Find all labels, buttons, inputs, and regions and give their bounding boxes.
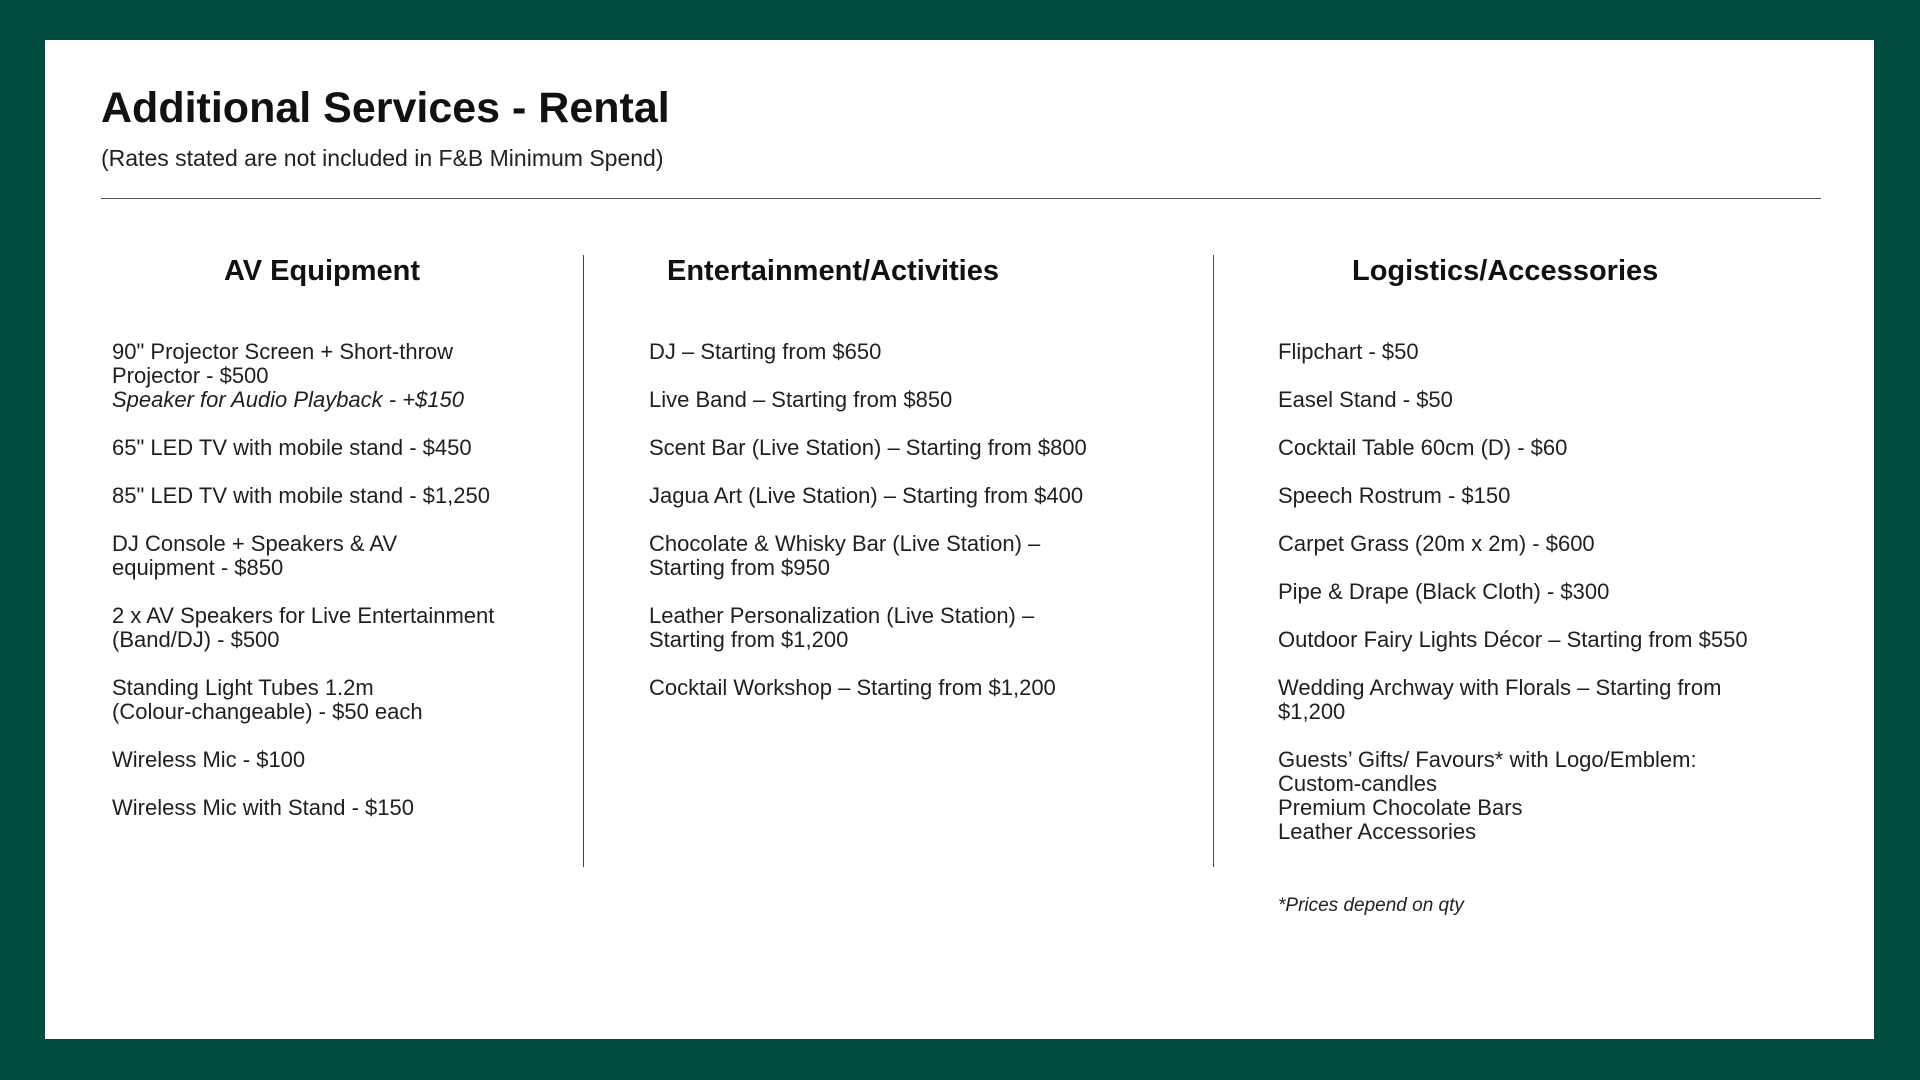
item-line: (Colour-changeable) - $50 each xyxy=(112,699,423,724)
list-item xyxy=(1278,580,1838,604)
item-line: $1,200 xyxy=(1278,699,1346,724)
item-line: Wireless Mic with Stand - $150 xyxy=(112,795,414,820)
list-item xyxy=(649,484,1189,508)
list-item xyxy=(112,604,532,652)
item-line: DJ Console + Speakers & AV xyxy=(112,531,398,556)
list-item xyxy=(649,604,1189,652)
list-item xyxy=(112,676,532,724)
item-line: Easel Stand - $50 xyxy=(1278,387,1453,412)
service-list xyxy=(112,340,532,820)
column-divider xyxy=(583,255,584,867)
service-list xyxy=(1278,340,1838,844)
list-item xyxy=(1278,628,1838,652)
item-line: Chocolate & Whisky Bar (Live Station) – xyxy=(649,531,1041,556)
column-heading: AV Equipment xyxy=(223,255,421,287)
list-item xyxy=(1278,436,1838,460)
list-item xyxy=(1278,484,1838,508)
item-line: Projector - $500 xyxy=(112,363,269,388)
item-line: Standing Light Tubes 1.2m xyxy=(112,675,374,700)
list-item xyxy=(649,532,1189,580)
item-line: 85" LED TV with mobile stand - $1,250 xyxy=(112,483,490,508)
column-heading: Logistics/Accessories xyxy=(1352,255,1659,287)
item-line: 90" Projector Screen + Short-throw xyxy=(112,339,454,364)
item-line: (Band/DJ) - $500 xyxy=(112,627,280,652)
column-heading: Entertainment/Activities xyxy=(667,255,999,287)
item-line: Starting from $1,200 xyxy=(649,627,849,652)
list-item xyxy=(112,796,532,820)
list-item xyxy=(112,748,532,772)
page-subtitle: (Rates stated are not included in F&B Minimum Spend) xyxy=(101,145,664,171)
footnote: *Prices depend on qty xyxy=(1278,895,1464,916)
list-item xyxy=(649,676,1189,700)
item-line: equipment - $850 xyxy=(112,555,284,580)
item-line: Flipchart - $50 xyxy=(1278,339,1419,364)
item-line: Starting from $950 xyxy=(649,555,830,580)
list-item xyxy=(649,388,1189,412)
item-line: 65" LED TV with mobile stand - $450 xyxy=(112,435,472,460)
column-entertainment-activities xyxy=(649,255,1189,724)
list-item xyxy=(1278,388,1838,412)
column-av-equipment xyxy=(112,255,532,844)
item-line: Cocktail Workshop – Starting from $1,200 xyxy=(649,675,1056,700)
item-line: Premium Chocolate Bars xyxy=(1278,795,1523,820)
list-item xyxy=(1278,676,1838,724)
item-line: Live Band – Starting from $850 xyxy=(649,387,953,412)
item-line: Outdoor Fairy Lights Décor – Starting from $550 xyxy=(1278,627,1748,652)
column-logistics-accessories xyxy=(1278,255,1838,868)
list-item xyxy=(112,484,532,508)
column-divider xyxy=(1213,255,1214,867)
item-line: DJ – Starting from $650 xyxy=(649,339,882,364)
item-addon-line: Speaker for Audio Playback - +$150 xyxy=(112,387,465,412)
item-line: Leather Accessories xyxy=(1278,819,1477,844)
list-item xyxy=(112,532,532,580)
item-line: Speech Rostrum - $150 xyxy=(1278,483,1511,508)
item-line: Carpet Grass (20m x 2m) - $600 xyxy=(1278,531,1595,556)
item-line: 2 x AV Speakers for Live Entertainment xyxy=(112,603,495,628)
page-title: Additional Services - Rental xyxy=(101,84,670,132)
item-line: Leather Personalization (Live Station) – xyxy=(649,603,1035,628)
item-line: Pipe & Drape (Black Cloth) - $300 xyxy=(1278,579,1610,604)
item-line: Custom-candles xyxy=(1278,771,1437,796)
item-line: Wireless Mic - $100 xyxy=(112,747,306,772)
item-line: Scent Bar (Live Station) – Starting from $800 xyxy=(649,435,1087,460)
list-item xyxy=(649,340,1189,364)
item-line: Wedding Archway with Florals – Starting from xyxy=(1278,675,1722,700)
list-item xyxy=(112,340,532,412)
list-item xyxy=(1278,340,1838,364)
header-divider xyxy=(101,198,1821,199)
list-item xyxy=(112,436,532,460)
item-line: Cocktail Table 60cm (D) - $60 xyxy=(1278,435,1568,460)
list-item xyxy=(1278,532,1838,556)
service-list xyxy=(649,340,1189,700)
content-card xyxy=(45,40,1874,1039)
list-item xyxy=(649,436,1189,460)
item-line: Guests’ Gifts/ Favours* with Logo/Emblem: xyxy=(1278,747,1697,772)
list-item xyxy=(1278,748,1838,844)
item-line: Jagua Art (Live Station) – Starting from $400 xyxy=(649,483,1084,508)
